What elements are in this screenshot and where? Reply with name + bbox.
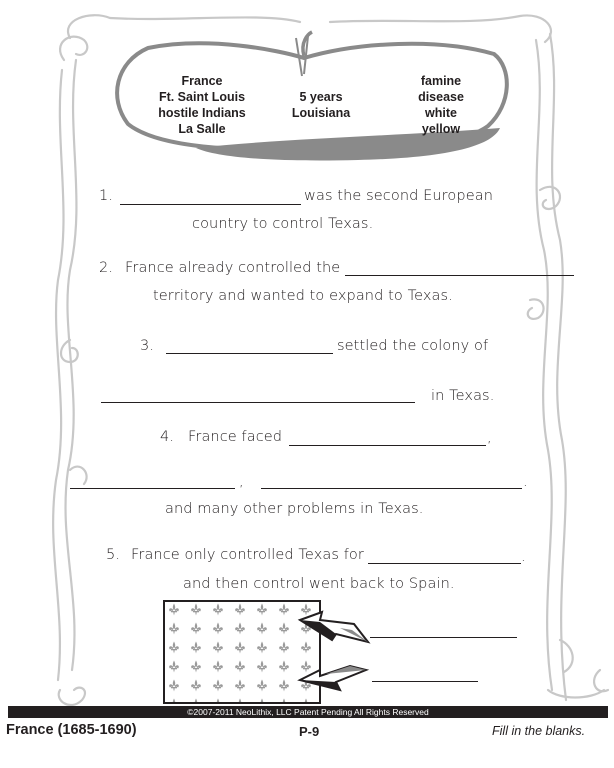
q5-number: 5. bbox=[106, 547, 121, 563]
q3-answer-blank-2[interactable] bbox=[101, 402, 415, 403]
q4-comma-2: , bbox=[239, 474, 244, 490]
footer-chapter-title: France (1685-1690) bbox=[6, 722, 137, 738]
word-bank-item: Ft. Saint Louis bbox=[158, 90, 246, 104]
q5-text-a: France only controlled Texas for bbox=[131, 547, 364, 563]
copyright-bar: ©2007-2011 NeoLithix, LLC Patent Pending All Rights Reserved bbox=[8, 706, 608, 718]
word-bank-item: France bbox=[181, 74, 223, 88]
word-bank-item: yellow bbox=[421, 122, 461, 136]
word-bank-item: famine bbox=[420, 74, 462, 88]
arrow-icon bbox=[296, 608, 376, 648]
q2-text-b: territory and wanted to expand to Texas. bbox=[153, 288, 453, 304]
q1-text-b: country to control Texas. bbox=[192, 216, 374, 232]
q4-comma-1: , bbox=[487, 430, 492, 446]
q2-answer-blank[interactable] bbox=[345, 275, 574, 276]
word-bank-column-2 bbox=[276, 89, 366, 121]
q4-period: . bbox=[523, 474, 528, 490]
q1-answer-blank[interactable] bbox=[120, 204, 301, 205]
q5-answer-blank[interactable] bbox=[368, 563, 521, 564]
q4-text-b: and many other problems in Texas. bbox=[165, 501, 424, 517]
flag-answer-blank-2[interactable] bbox=[372, 681, 478, 682]
q4-answer-blank-3[interactable] bbox=[261, 488, 522, 489]
word-bank-item: La Salle bbox=[178, 122, 226, 136]
word-bank-item: 5 years bbox=[299, 90, 343, 104]
q3-text-a: settled the colony of bbox=[337, 338, 489, 354]
q4-number: 4. bbox=[160, 429, 175, 445]
q3-number: 3. bbox=[140, 338, 155, 354]
q1-number: 1. bbox=[99, 188, 114, 204]
word-bank-item: hostile Indians bbox=[158, 106, 246, 120]
q4-answer-blank-1[interactable] bbox=[289, 445, 486, 446]
word-bank-column-1 bbox=[150, 73, 254, 137]
q2-number: 2. bbox=[99, 260, 114, 276]
word-bank-item: Louisiana bbox=[291, 106, 351, 120]
word-bank-item: disease bbox=[418, 90, 464, 104]
q5-text-b: and then control went back to Spain. bbox=[183, 576, 455, 592]
q3-text-b: in Texas. bbox=[431, 388, 495, 404]
word-bank-column-3 bbox=[396, 73, 486, 137]
word-bank-item: white bbox=[425, 106, 457, 120]
q5-period: . bbox=[521, 549, 526, 565]
flag-answer-blank-1[interactable] bbox=[370, 637, 517, 638]
q4-text-a: France faced bbox=[188, 429, 283, 445]
footer-page-number: P-9 bbox=[299, 724, 320, 739]
q1-text-a: was the second European bbox=[304, 188, 494, 204]
footer-instruction: Fill in the blanks. bbox=[492, 724, 586, 738]
q4-answer-blank-2[interactable] bbox=[70, 488, 235, 489]
q2-text-a: France already controlled the bbox=[125, 260, 341, 276]
q3-answer-blank-1[interactable] bbox=[166, 353, 333, 354]
arrow-icon bbox=[296, 660, 376, 694]
